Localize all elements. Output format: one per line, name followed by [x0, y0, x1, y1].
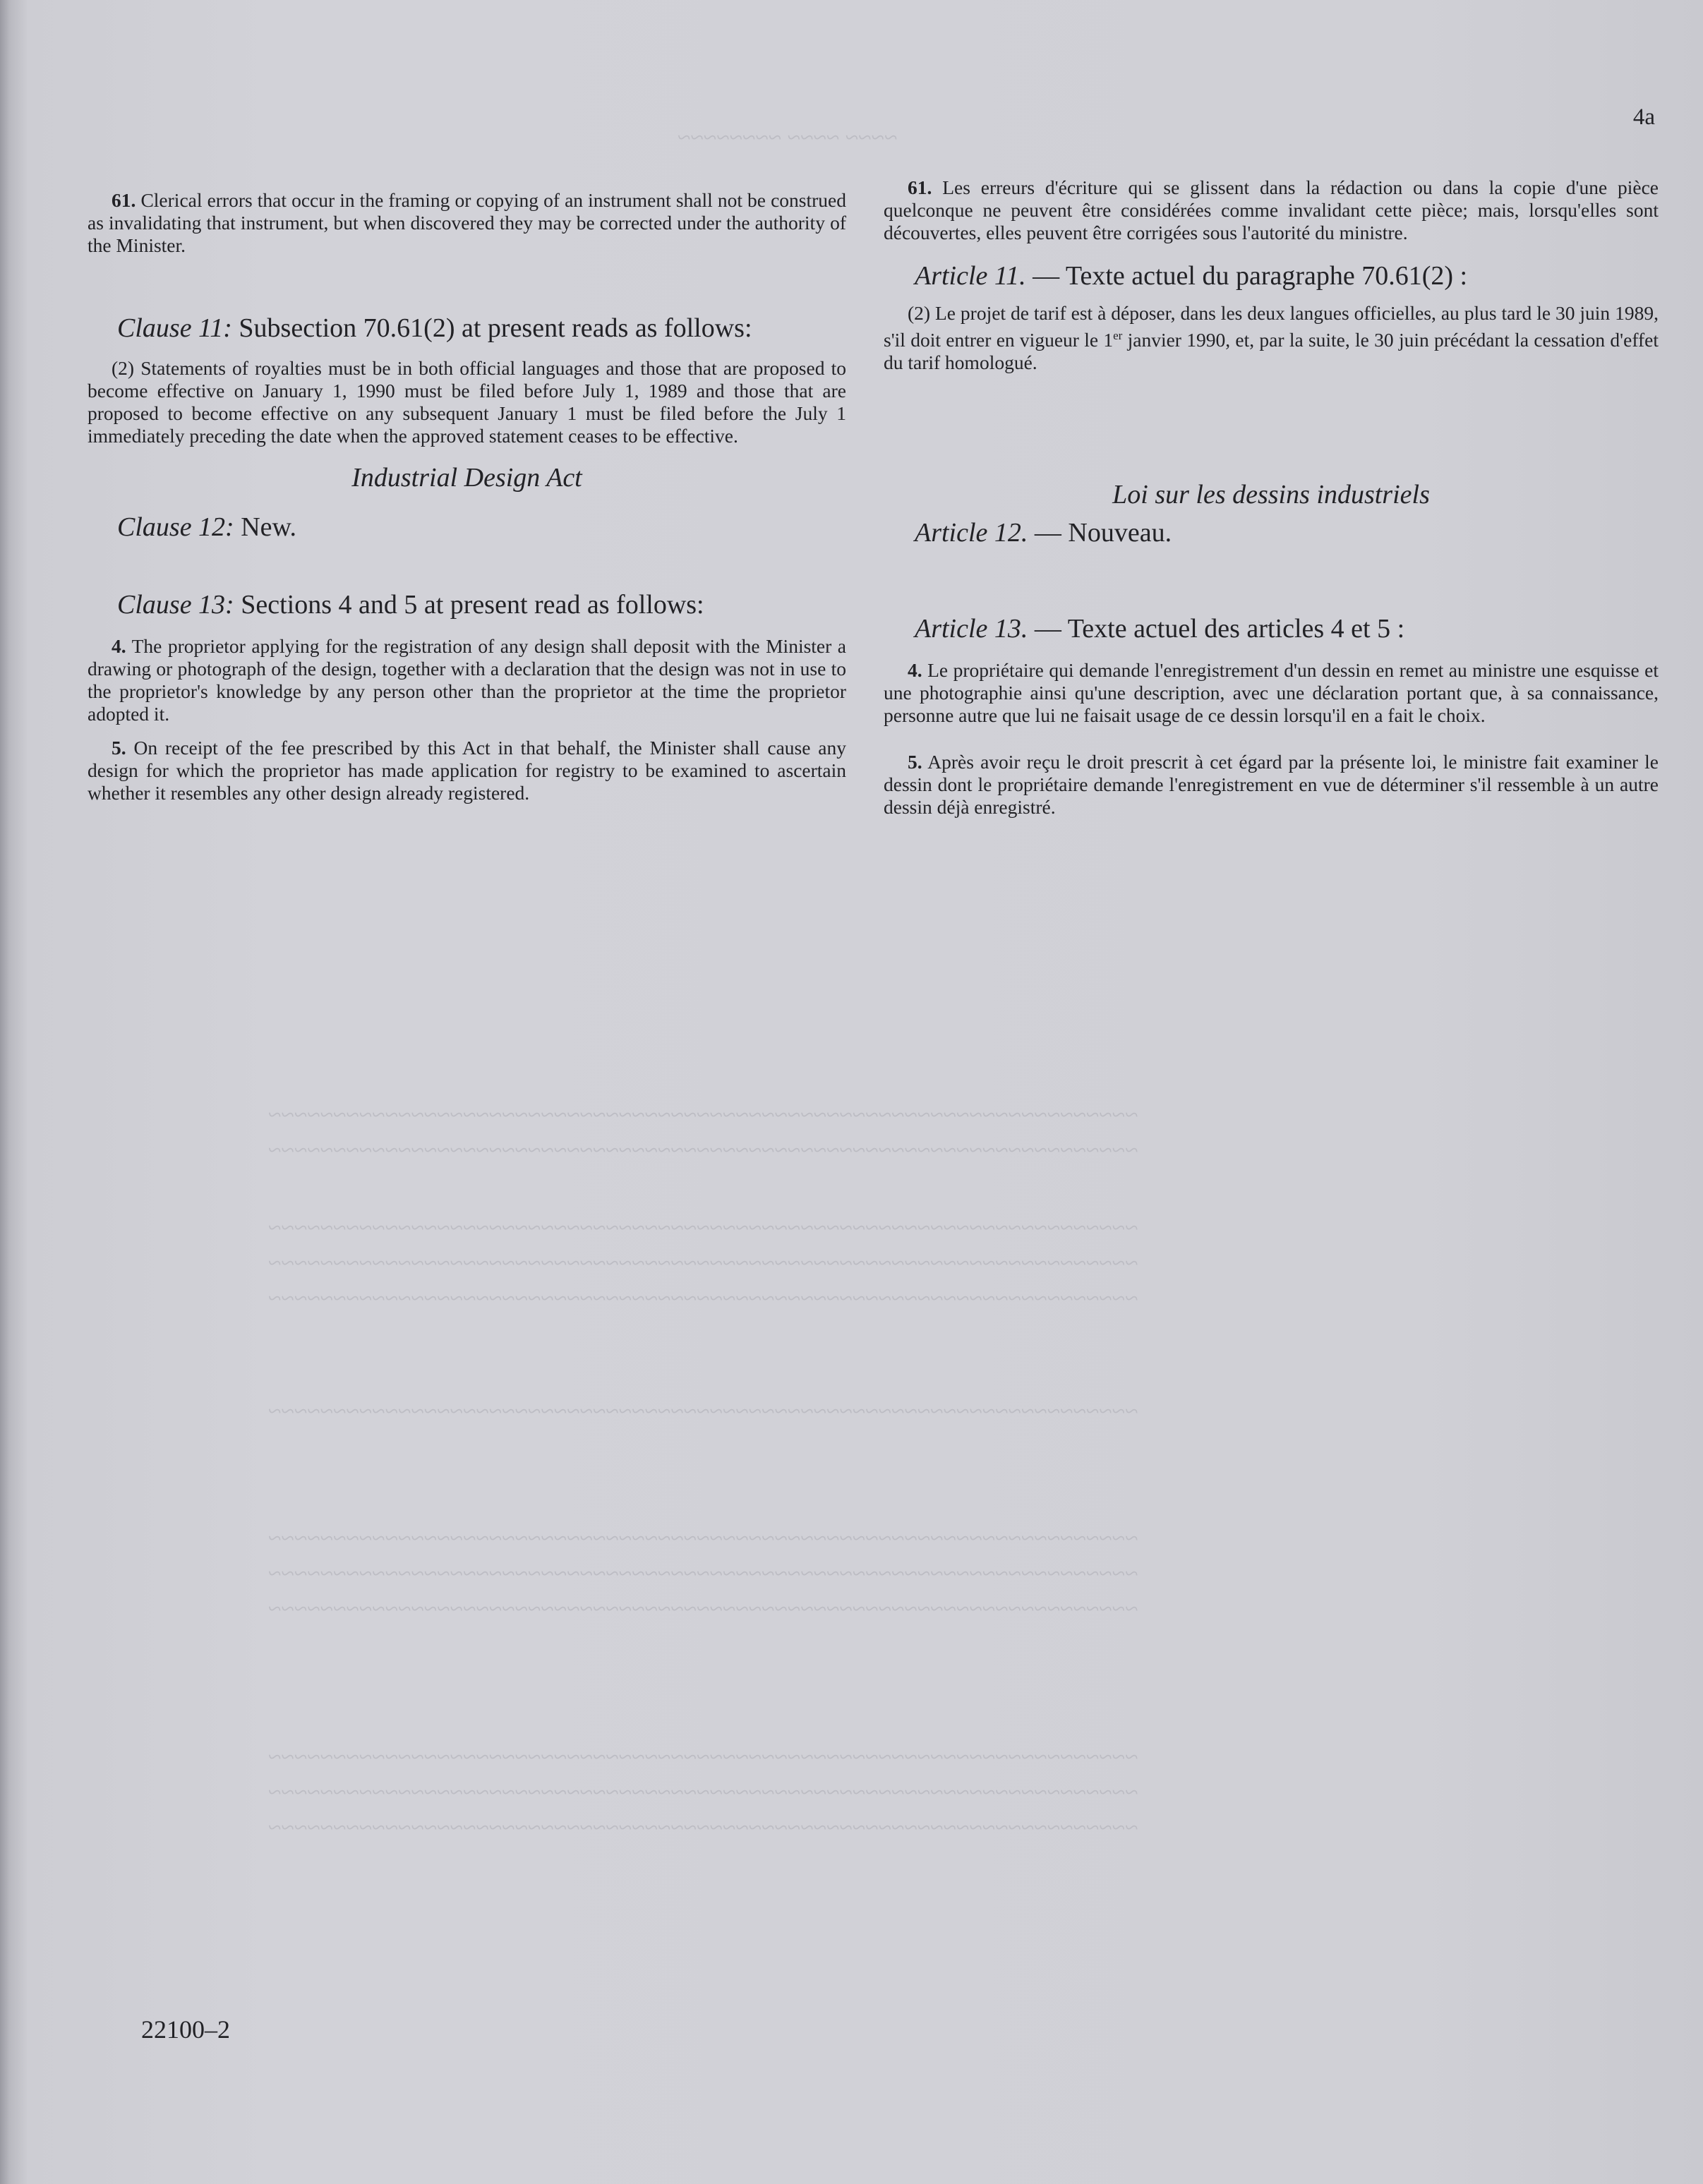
- bleed-through-text: ~~~~~~~~~~~~~~~~~~~~~~~~~~~~~~~~~~~~~~~~~~~~~~~~~~~~~~~~~~~~~~~~~~~: [268, 1744, 1138, 1770]
- subsection-text-part2: janvier 1990, et, par la suite, le 30 juin précédant la cessation d'effet du tarif homologué.: [884, 329, 1659, 374]
- act-title-en: Industrial Design Act: [351, 463, 582, 493]
- section-number: 61.: [112, 189, 136, 211]
- clause-12-heading: [88, 512, 846, 542]
- bleed-through-text: ~~~~~~~~~~~~~~~~~~~~~~~~~~~~~~~~~~~~~~~~~~~~~~~~~~~~~~~~~~~~~~~~~~~: [268, 1526, 1138, 1552]
- bleed-through-text: ~~~~~~~~~~~~~~~~~~~~~~~~~~~~~~~~~~~~~~~~~~~~~~~~~~~~~~~~~~~~~~~~~~~: [268, 1215, 1138, 1241]
- bleed-through-text: ~~~~~~~~~~~~~~~~~~~~~~~~~~~~~~~~~~~~~~~~~~~~~~~~~~~~~~~~~~~~~~~~~~~: [268, 1286, 1138, 1312]
- bleed-through-text: ~~~~~~~~~~~~~~~~~~~~~~~~~~~~~~~~~~~~~~~~~~~~~~~~~~~~~~~~~~~~~~~~~~~: [268, 1596, 1138, 1622]
- clause-text: Sections 4 and 5 at present read as follows:: [241, 590, 704, 620]
- article-text: — Texte actuel du paragraphe 70.61(2) :: [1033, 261, 1468, 291]
- act-title-fr: Loi sur les dessins industriels: [1112, 480, 1430, 510]
- section-number: 5.: [112, 737, 126, 759]
- article-text: — Texte actuel des articles 4 et 5 :: [1034, 614, 1405, 644]
- bleed-through-text: ~~~~~~~~~~~~~~~~~~~~~~~~~~~~~~~~~~~~~~~~~~~~~~~~~~~~~~~~~~~~~~~~~~~: [268, 1561, 1138, 1587]
- section-number: 61.: [908, 176, 932, 198]
- section-number: 5.: [908, 751, 922, 773]
- clause-label: Clause 11:: [117, 313, 232, 343]
- section-5-fr: [884, 751, 1659, 819]
- section-61-fr: [884, 176, 1659, 244]
- section-text: Après avoir reçu le droit prescrit à cet égard par la présente loi, le ministre fait examiner le dessin dont le propriétaire demande l'enregistrement en vue de déterminer s'il ressemble à un autre dessin déjà enregistré.: [884, 751, 1659, 819]
- superscript: er: [1113, 329, 1123, 342]
- clause-label: Clause 12:: [117, 512, 234, 542]
- section-text: On receipt of the fee prescribed by this Act in that behalf, the Minister shall cause any design for which the proprietor has made application for registry to be examined to ascertain whether it resembles any other design already registered.: [88, 737, 846, 804]
- article-label: Article 11.: [915, 261, 1026, 291]
- bleed-through-text: ~~~~~~~~~~~~~~~~~~~~~~~~~~~~~~~~~~~~~~~~~~~~~~~~~~~~~~~~~~~~~~~~~~~: [268, 1815, 1138, 1841]
- subsection-70-61-2-fr: [884, 302, 1659, 374]
- page-number: 4a: [1632, 104, 1655, 130]
- section-5-en: [88, 737, 846, 804]
- clause-text: Subsection 70.61(2) at present reads as follows:: [239, 313, 752, 343]
- bleed-through-text: ~~~~~~~~~~~~~~~~~~~~~~~~~~~~~~~~~~~~~~~~~~~~~~~~~~~~~~~~~~~~~~~~~~~: [268, 1399, 1138, 1425]
- bleed-through-text: ~~~~~~~~~~~~~~~~~~~~~~~~~~~~~~~~~~~~~~~~~~~~~~~~~~~~~~~~~~~~~~~~~~~: [268, 1138, 1138, 1164]
- french-column: [884, 176, 1659, 819]
- bleed-through-text: ~~~~~~~~~~~~~~~~~~~~~~~~~~~~~~~~~~~~~~~~~~~~~~~~~~~~~~~~~~~~~~~~~~~: [268, 1250, 1138, 1277]
- section-text: Le propriétaire qui demande l'enregistrement d'un dessin en remet au ministre une esquisse et une photographie ainsi qu'une description, avec une déclaration portant que, à sa connaissance, personne autre que lui ne faisait usage de ce dessin lorsqu'il en a fait le choix.: [884, 659, 1659, 727]
- article-13-heading: [884, 614, 1659, 644]
- article-label: Article 13.: [915, 614, 1028, 644]
- section-text: Les erreurs d'écriture qui se glissent dans la rédaction ou dans la copie d'une pièce quelconque ne peuvent être considérées comme invalidant cette pièce; mais, lorsqu'elles sont découvertes, elles peuvent être corrigées sous l'autorité du ministre.: [884, 176, 1659, 243]
- section-4-fr: [884, 659, 1659, 727]
- clause-13-heading: [88, 590, 846, 620]
- article-text: — Nouveau.: [1034, 518, 1172, 548]
- bleed-through-text: ~~~~ ~~~~ ~~~~~~~~: [678, 125, 898, 151]
- section-text: Clerical errors that occur in the framing or copying of an instrument shall not be construed as invalidating that instrument, but when discovered they may be corrected under the authority of the Minister.: [88, 189, 846, 256]
- article-11-heading: [884, 261, 1659, 291]
- section-text: The proprietor applying for the registration of any design shall deposit with the Minister a drawing or photograph of the design, together with a declaration that the design was not in use to the proprietor's knowledge by any person other than the proprietor at the time the proprietor adopted it.: [88, 635, 846, 725]
- clause-label: Clause 13:: [117, 590, 234, 620]
- section-number: 4.: [112, 635, 126, 657]
- document-code: 22100–2: [141, 2015, 230, 2044]
- bleed-through-text: ~~~~~~~~~~~~~~~~~~~~~~~~~~~~~~~~~~~~~~~~~~~~~~~~~~~~~~~~~~~~~~~~~~~: [268, 1780, 1138, 1806]
- english-column: [88, 176, 846, 804]
- section-4-en: [88, 635, 846, 725]
- clause-11-heading: [88, 313, 846, 343]
- clause-text: New.: [241, 512, 297, 542]
- section-61-en: [88, 189, 846, 257]
- article-12-heading: [884, 518, 1659, 548]
- subsection-text-part1: (2) Le projet de tarif est à déposer, dans les deux langues officielles, au plus tard le 30 juin 1989, s'il doit entrer en vigueur le 1: [884, 302, 1659, 351]
- bleed-through-text: ~~~~~~~~~~~~~~~~~~~~~~~~~~~~~~~~~~~~~~~~~~~~~~~~~~~~~~~~~~~~~~~~~~~: [268, 1102, 1138, 1128]
- subsection-70-61-2-en: (2) Statements of royalties must be in both official languages and those that are proposed to become effective on January 1, 1990 must be filed before July 1, 1989 and those that are proposed to become effective on any subsequent January 1 must be filed before the July 1 immediately preceding the date when the approved statement ceases to be effective.: [88, 357, 846, 447]
- section-number: 4.: [908, 659, 922, 682]
- article-label: Article 12.: [915, 518, 1028, 548]
